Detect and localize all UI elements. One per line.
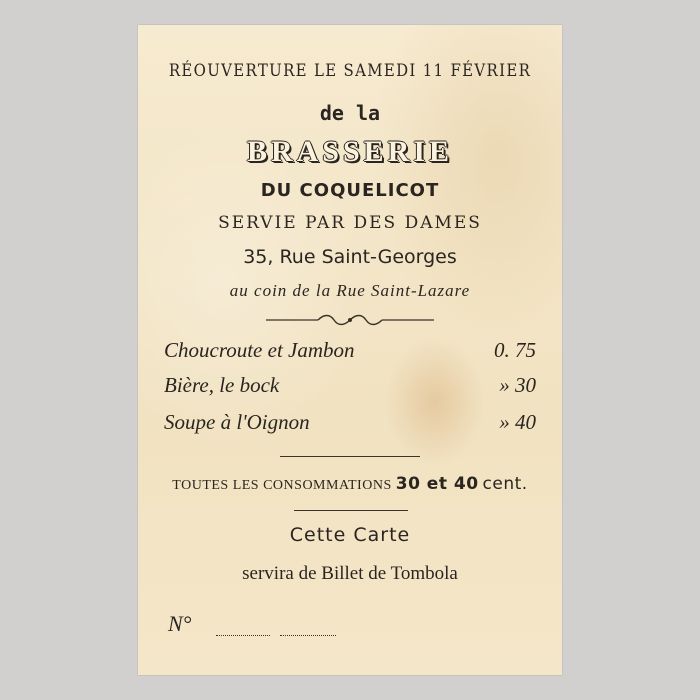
- brasserie-title: BRASSERIE: [246, 135, 454, 168]
- de-la-text: de la: [319, 101, 381, 125]
- menu-item-price: 0. 75: [494, 338, 536, 362]
- divider-rule: [280, 456, 420, 457]
- menu-item-price: » 30: [499, 373, 536, 397]
- number-blank-field: [216, 635, 270, 636]
- consumptions-prefix: TOUTES LES CONSOMMATIONS: [172, 478, 392, 493]
- consumptions-suffix: cent.: [482, 474, 528, 494]
- menu-item-name: Soupe à l'Oignon: [164, 410, 310, 434]
- tombola-text: servira de Billet de Tombola: [242, 563, 458, 584]
- consumptions-text: [138, 474, 562, 494]
- served-by-text: SERVIE PAR DES DAMES: [218, 213, 482, 233]
- menu-item-name: Bière, le bock: [164, 373, 280, 397]
- corner-text: au coin de la Rue Saint-Lazare: [229, 281, 471, 300]
- ornament-divider-icon: [266, 314, 434, 326]
- divider-rule: [294, 510, 408, 511]
- consumptions-amount: 30 et 40: [395, 474, 479, 494]
- menu-item-price: » 40: [499, 410, 536, 434]
- address-text: 35, Rue Saint-Georges: [243, 246, 457, 268]
- number-label: N°: [168, 611, 192, 636]
- menu-item-name: Choucroute et Jambon: [164, 338, 355, 362]
- brasserie-name: DU COQUELICOT: [260, 180, 440, 201]
- this-card-text: Cette Carte: [289, 524, 411, 546]
- number-blank-field: [280, 635, 336, 636]
- menu-card: [138, 25, 562, 675]
- reopening-headline: RÉOUVERTURE LE SAMEDI 11 FÉVRIER: [168, 61, 532, 81]
